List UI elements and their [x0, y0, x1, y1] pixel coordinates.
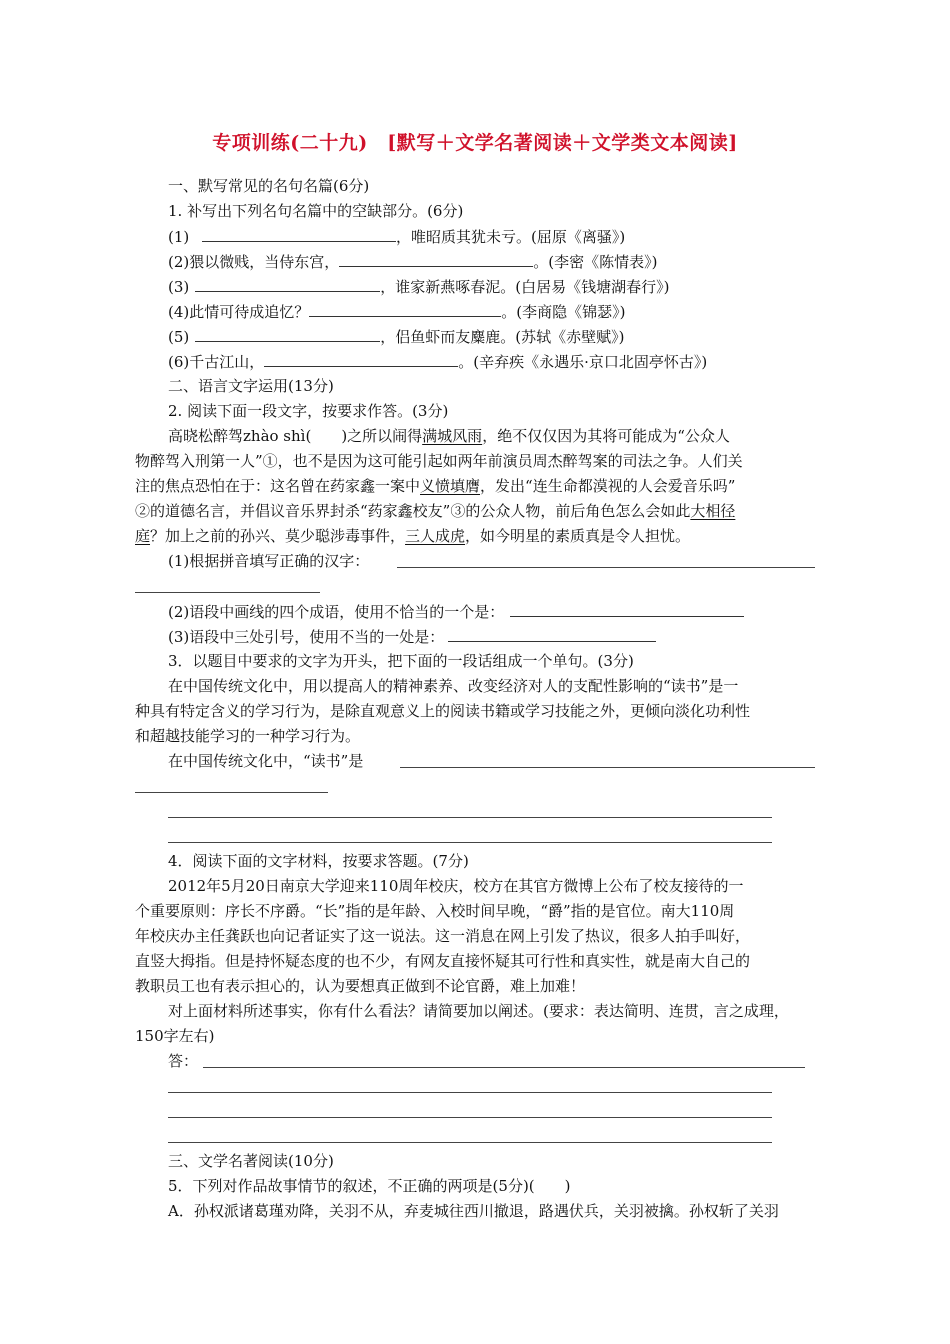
- sub-question-3: [168, 624, 656, 649]
- q3-text: 和超越技能学习的一种学习行为。: [135, 727, 361, 745]
- item-text: (2)猥以微贱，当侍东宫，: [168, 253, 340, 271]
- item-text: ，谁家新燕啄春泥。(白居易《钱塘湖春行》): [380, 278, 670, 296]
- question-3: 3．以题目中要求的文字为开头，把下面的一段话组成一个单句。(3分): [168, 652, 634, 670]
- passage-text: ②的道德名言，并倡议音乐界封杀“药家鑫校友”③的公众人物，前后角色怎么会如此: [135, 502, 691, 520]
- blank: [448, 624, 656, 642]
- answer-line: [168, 1117, 772, 1118]
- question-text: (2)语段中画线的四个成语，使用不恰当的一个是：: [168, 603, 505, 621]
- blank: [195, 324, 380, 342]
- item-1-6: [168, 349, 707, 374]
- item-text: (1): [168, 228, 195, 246]
- blank: [510, 599, 744, 617]
- answer-line: [135, 792, 328, 793]
- page-title: 专项训练(二十九) [默写＋文学名著阅读＋文学类文本阅读]: [212, 132, 738, 154]
- q4-text: 直竖大拇指。但是持怀疑态度的也不少，有网友直接怀疑其可行性和真实性，就是南大自己的: [135, 952, 751, 970]
- question-1: 1. 补写出下列名句名篇中的空缺部分。(6分): [168, 202, 464, 220]
- blank: [309, 299, 501, 317]
- blank: [202, 224, 396, 242]
- underlined-idiom: 庭: [135, 527, 151, 545]
- answer-line: [203, 1067, 805, 1068]
- q4-text: 年校庆办主任龚跃也向记者证实了这一说法。这一消息在网上引发了热议，很多人拍手叫好，: [135, 927, 751, 945]
- answer-line: [168, 817, 772, 818]
- item-text: 。(李商隐《锦瑟》): [501, 303, 626, 321]
- item-text: ，唯昭质其犹未亏。(屈原《离骚》): [396, 228, 626, 246]
- answer-line: [400, 767, 815, 768]
- question-2: 2. 阅读下面一段文字，按要求作答。(3分): [168, 402, 449, 420]
- blank: [339, 249, 533, 267]
- q4-text: 个重要原则：序长不序爵。“长”指的是年龄、入校时间早晚，“爵”指的是官位。南大110周: [135, 902, 735, 920]
- question-4: 4．阅读下面的文字材料，按要求答题。(7分): [168, 852, 469, 870]
- answer-line: [168, 1092, 772, 1093]
- section-2-heading: 二、语言文字运用(13分): [168, 377, 334, 395]
- q3-answer-lead: 在中国传统文化中，“读书”是: [168, 752, 364, 770]
- item-1-1: [168, 224, 625, 249]
- underlined-idiom: 义愤填膺: [420, 477, 481, 495]
- section-3-heading: 三、文学名著阅读(10分): [168, 1152, 334, 1170]
- item-1-4: [168, 299, 625, 324]
- answer-line: [168, 1142, 772, 1143]
- option-a: A．孙权派诸葛瑾劝降，关羽不从，弃麦城往西川撤退，路遇伏兵，关羽被擒。孙权斩了关羽: [168, 1202, 779, 1220]
- underlined-idiom: 大相径: [690, 502, 736, 520]
- item-text: ，侣鱼虾而友麋鹿。(苏轼《赤壁赋》): [380, 328, 625, 346]
- answer-label: 答：: [168, 1052, 199, 1070]
- answer-line: [397, 567, 815, 568]
- item-text: (6)千古江山，: [168, 353, 265, 371]
- passage-line: [135, 474, 735, 498]
- passage-line: [135, 499, 735, 523]
- q3-text: 在中国传统文化中，用以提高人的精神素养、改变经济对人的支配性影响的“读书”是一: [168, 677, 739, 695]
- question-5: 5．下列对作品故事情节的叙述，不正确的两项是(5分)( ): [168, 1177, 571, 1195]
- item-1-3: [168, 274, 669, 299]
- sub-question-2: [168, 599, 744, 624]
- q4-text: 150字左右): [135, 1027, 215, 1045]
- item-text: 。(辛弃疾《永遇乐·京口北固亭怀古》): [458, 353, 708, 371]
- passage-text: ，绝不仅仅因为其将可能成为“公众人: [482, 427, 730, 445]
- passage-line: [168, 424, 730, 448]
- answer-line: [135, 592, 320, 593]
- q4-text: 对上面材料所述事实，你有什么看法？请简要加以阐述。(要求：表达简明、连贯，言之成理，: [168, 1002, 789, 1020]
- answer-line: [168, 842, 772, 843]
- q3-text: 种具有特定含义的学习行为，是除直观意义上的阅读书籍或学习技能之外，更倾向淡化功利性: [135, 702, 751, 720]
- underlined-idiom: 满城风雨: [422, 427, 483, 445]
- section-1-heading: 一、默写常见的名句名篇(6分): [168, 177, 370, 195]
- blank: [264, 349, 458, 367]
- underlined-idiom: 三人成虎: [405, 527, 466, 545]
- sub-question-1: (1)根据拼音填写正确的汉字：: [168, 552, 370, 570]
- blank: [195, 274, 380, 292]
- passage-text: ？加上之前的孙兴、莫少聪涉毒事件，: [150, 527, 406, 545]
- passage-line: [135, 524, 690, 548]
- passage-text: ，发出“连生命都漠视的人会爱音乐吗”: [480, 477, 736, 495]
- item-1-5: [168, 324, 624, 349]
- item-text: (3): [168, 278, 190, 296]
- item-1-2: [168, 249, 657, 274]
- passage-line: 物醉驾入刑第一人”①，也不是因为这可能引起如两年前演员周杰醉驾案的司法之争。人们关: [135, 452, 743, 470]
- q4-text: 2012年5月20日南京大学迎来110周年校庆，校方在其官方微博上公布了校友接待的一: [168, 877, 744, 895]
- item-text: (4)此情可待成追忆？: [168, 303, 310, 321]
- passage-text: ，如今明星的素质真是令人担忧。: [465, 527, 691, 545]
- question-text: (3)语段中三处引号，使用不当的一处是：: [168, 628, 445, 646]
- passage-text: 高晓松醉驾zhào shì( )之所以闹得: [168, 427, 423, 445]
- q4-text: 教职员工也有表示担心的，认为要想真正做到不论官爵，难上加难！: [135, 977, 586, 995]
- item-text: 。(李密《陈情表》): [533, 253, 658, 271]
- item-text: (5): [168, 328, 190, 346]
- passage-text: 注的焦点恐怕在于：这名曾在药家鑫一案中: [135, 477, 421, 495]
